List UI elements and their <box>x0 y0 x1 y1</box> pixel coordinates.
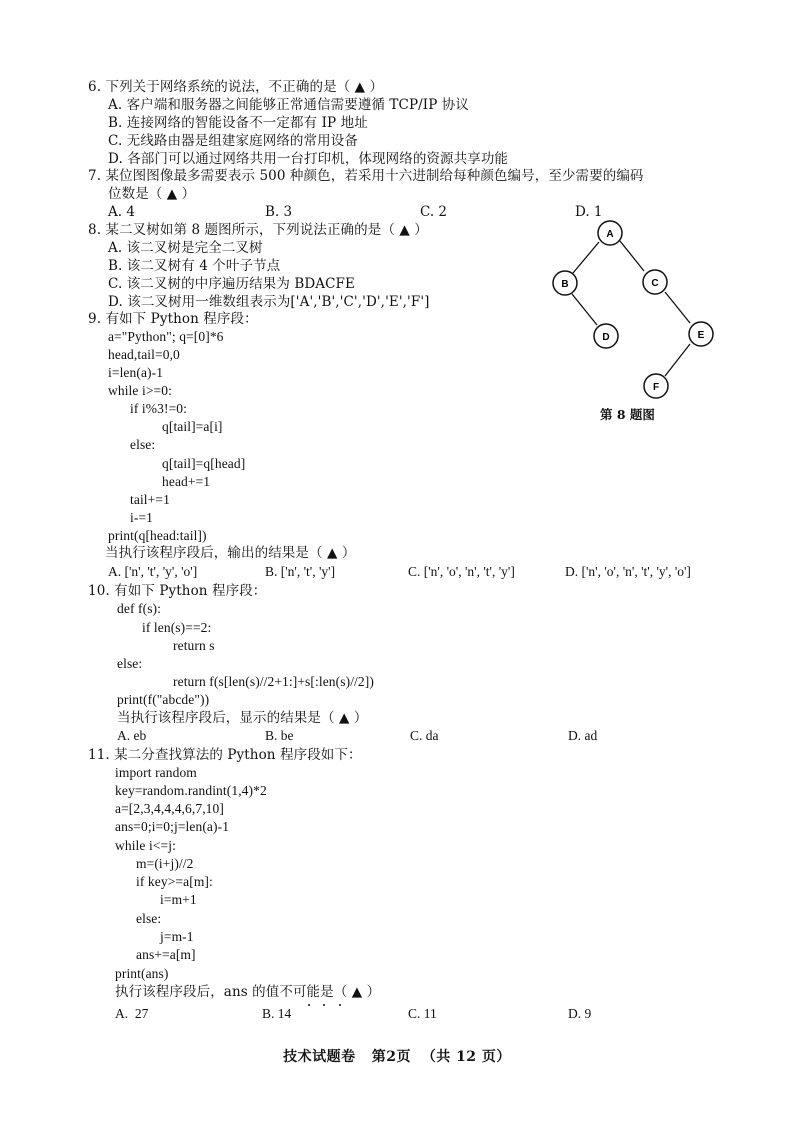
q7-stem-cont: 位数是（ ▲ ） <box>108 186 196 202</box>
tree-node-e-label: E <box>697 330 705 341</box>
q10-code-line-5: return f(s[len(s)//2+1:]+s[:len(s)//2]) <box>173 674 374 689</box>
edge-a-b <box>573 242 599 273</box>
emphasis-dot <box>323 1004 325 1006</box>
q10-stem: 10. 有如下 Python 程序段： <box>88 583 267 599</box>
q11-code-line-7: if key>=a[m]: <box>136 874 213 889</box>
q8-binary-tree-figure <box>540 218 730 408</box>
q11-code-line-8: i=m+1 <box>160 892 197 907</box>
q9-code-line-3: i=len(a)-1 <box>108 365 164 380</box>
q11-code-line-2: key=random.randint(1,4)*2 <box>115 783 267 798</box>
tree-node-a <box>598 221 622 245</box>
tree-node-c <box>643 270 667 294</box>
q7-option-d: D. 1 <box>575 204 603 220</box>
q9-option-d: D. ['n', 'o', 'n', 't', 'y', 'o'] <box>565 564 691 579</box>
q11-option-d: D. 9 <box>568 1006 592 1021</box>
q9-code-line-12: print(q[head:tail]) <box>108 528 207 543</box>
q8-option-a: A. 该二叉树是完全二叉树 <box>108 240 263 256</box>
q9-option-a: A. ['n', 't', 'y', 'o'] <box>108 564 198 579</box>
q9-code-line-4: while i>=0: <box>108 383 172 398</box>
q10-code-line-3: return s <box>173 638 215 653</box>
q10-option-a: A. eb <box>117 728 147 743</box>
q11-code-line-3: a=[2,3,4,4,4,6,7,10] <box>115 801 224 816</box>
q6-stem: 6. 下列关于网络系统的说法，不正确的是（ ▲ ） <box>88 79 384 95</box>
edge-e-f <box>665 344 690 376</box>
q11-option-b: B. 14 <box>262 1006 292 1021</box>
q9-code-line-2: head,tail=0,0 <box>108 347 180 362</box>
q11-code-line-5: while i<=j: <box>115 838 176 853</box>
q11-code-line-1: import random <box>115 765 197 780</box>
q11-option-a: A. 27 <box>115 1006 149 1021</box>
page-footer: 技术试题卷 第2页 （共 12 页） <box>283 1049 511 1065</box>
q10-option-c: C. da <box>410 728 439 743</box>
q9-code-line-6: q[tail]=a[i] <box>162 419 223 434</box>
q8-option-d: D. 该二叉树用一维数组表示为['A','B','C','D','E','F'] <box>108 294 430 310</box>
q7-option-a: A. 4 <box>108 204 135 220</box>
q11-code-line-6: m=(i+j)//2 <box>136 856 194 871</box>
q8-option-c: C. 该二叉树的中序遍历结果为 BDACFE <box>108 276 355 292</box>
q10-code-line-1: def f(s): <box>117 601 162 616</box>
q7-option-b: B. 3 <box>265 204 293 220</box>
q6-option-d: D. 各部门可以通过网络共用一台打印机，体现网络的资源共享功能 <box>108 151 509 167</box>
q11-stem: 11. 某二分查找算法的 Python 程序段如下： <box>88 747 362 763</box>
q11-ask: 执行该程序段后，ans 的值不可能是（ ▲ ） <box>115 984 381 1000</box>
q9-code-line-7: else: <box>130 437 156 452</box>
tree-node-a-label: A <box>606 229 614 240</box>
q9-code-line-11: i-=1 <box>130 510 154 525</box>
q8-stem: 8. 某二叉树如第 8 题图所示，下列说法正确的是（ ▲ ） <box>88 222 428 238</box>
q7-stem: 7. 某位图图像最多需要表示 500 种颜色，若采用十六进制给每种颜色编号，至少需要的编码 <box>88 168 644 184</box>
q10-ask: 当执行该程序段后，显示的结果是（ ▲ ） <box>117 710 368 726</box>
edge-b-d <box>572 294 597 325</box>
q6-option-c: C. 无线路由器是组建家庭网络的常用设备 <box>108 133 358 149</box>
q6-option-a: A. 客户端和服务器之间能够正常通信需要遵循 TCP/IP 协议 <box>108 97 469 113</box>
q9-option-c: C. ['n', 'o', 'n', 't', 'y'] <box>408 564 515 579</box>
tree-node-b-label: B <box>561 279 569 290</box>
q10-option-b: B. be <box>265 728 294 743</box>
tree-node-c-label: C <box>651 278 659 289</box>
tree-node-f <box>644 374 668 398</box>
q9-code-line-9: head+=1 <box>162 474 211 489</box>
q11-option-c: C. 11 <box>408 1006 437 1021</box>
q9-option-b: B. ['n', 't', 'y'] <box>265 564 336 579</box>
q11-code-line-11: ans+=a[m] <box>136 947 196 962</box>
q11-code-line-4: ans=0;i=0;j=len(a)-1 <box>115 819 230 834</box>
edge-c-e <box>665 292 690 323</box>
q11-code-line-12: print(ans) <box>115 966 169 981</box>
q10-code-line-2: if len(s)==2: <box>142 620 212 635</box>
emphasis-dot <box>339 1004 341 1006</box>
q8-figure-caption: 第 8 题图 <box>600 407 655 422</box>
q10-code-line-6: print(f("abcde")) <box>117 692 210 707</box>
tree-node-d-label: D <box>602 332 610 343</box>
tree-node-d <box>594 324 618 348</box>
emphasis-dot <box>308 1004 310 1006</box>
q9-ask: 当执行该程序段后，输出的结果是（ ▲ ） <box>105 545 356 561</box>
q9-code-line-10: tail+=1 <box>130 492 170 507</box>
q7-option-c: C. 2 <box>420 204 448 220</box>
q11-code-line-10: j=m-1 <box>160 929 194 944</box>
q6-option-b: B. 连接网络的智能设备不一定都有 IP 地址 <box>108 115 368 131</box>
edge-a-c <box>620 241 644 271</box>
q9-code-line-1: a="Python"; q=[0]*6 <box>108 329 224 344</box>
q10-option-d: D. ad <box>568 728 598 743</box>
q8-option-b: B. 该二叉树有 4 个叶子节点 <box>108 258 281 274</box>
tree-node-f-label: F <box>652 382 660 393</box>
tree-node-b <box>553 271 577 295</box>
q9-code-line-5: if i%3!=0: <box>130 401 187 416</box>
q11-code-line-9: else: <box>136 911 162 926</box>
q9-code-line-8: q[tail]=q[head] <box>162 456 246 471</box>
tree-node-e <box>689 322 713 346</box>
q9-stem: 9. 有如下 Python 程序段： <box>88 311 258 327</box>
q10-code-line-4: else: <box>117 656 143 671</box>
